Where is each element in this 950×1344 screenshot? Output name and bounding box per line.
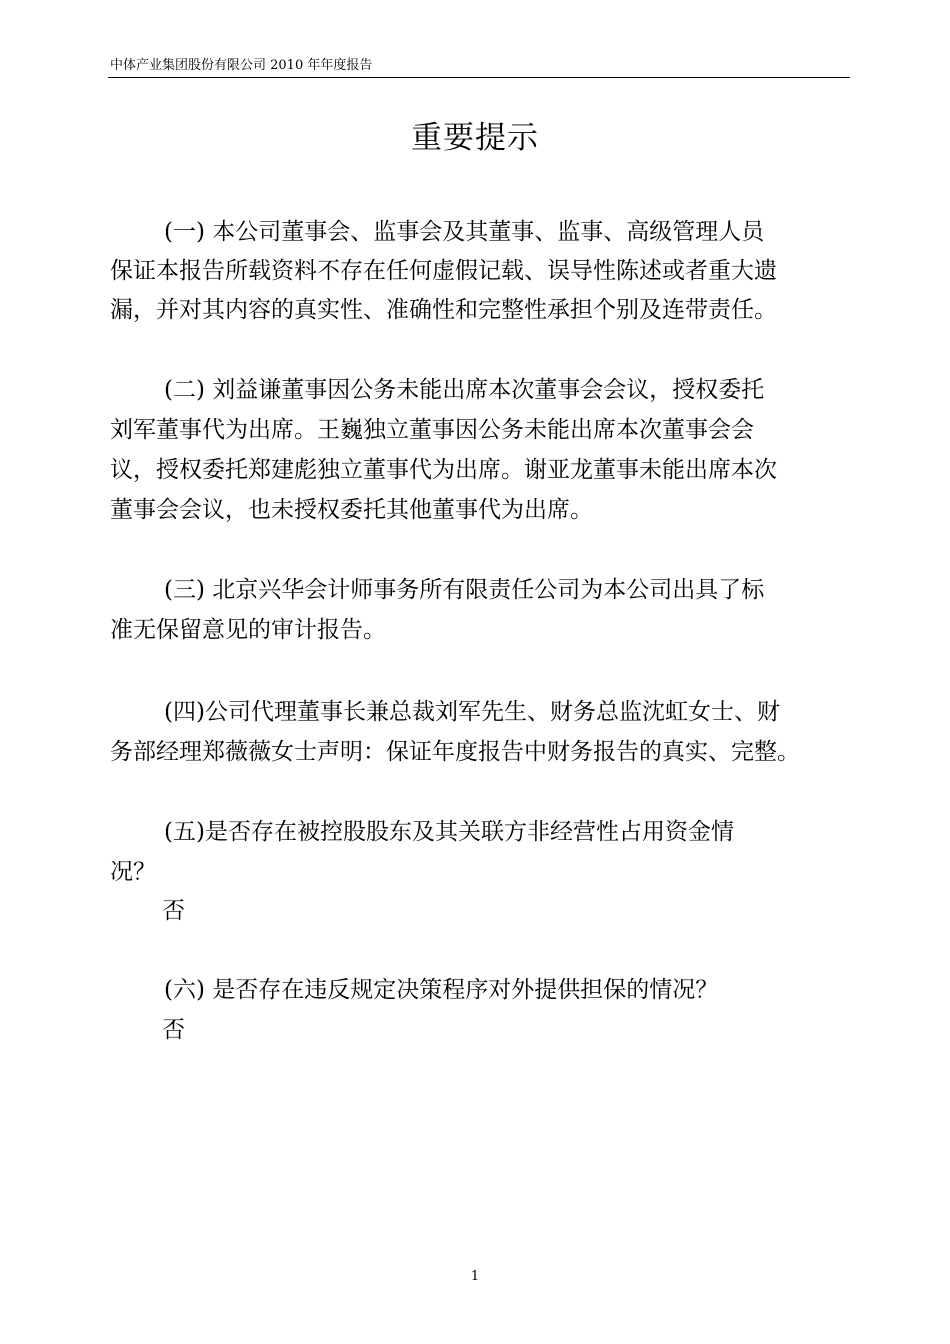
paragraph-5-line-2: 况？ [110,859,156,885]
paragraph-3-line-1: (三) 北京兴华会计师事务所有限责任公司为本公司出具了标 [164,577,765,603]
paragraph-1-line-1: (一) 本公司董事会、监事会及其董事、监事、高级管理人员 [164,219,765,245]
paragraph-5-answer: 否 [162,898,185,924]
paragraph-5-line-1: (五)是否存在被控股股东及其关联方非经营性占用资金情 [164,819,734,845]
report-header: 中体产业集团股份有限公司 2010 年年度报告 [110,58,373,73]
paragraph-1-line-2: 保证本报告所载资料不存在任何虚假记载、误导性陈述或者重大遗 [110,258,777,284]
paragraph-2-line-4: 董事会会议，也未授权委托其他董事代为出席。 [110,497,593,523]
paragraph-6-answer: 否 [162,1017,185,1043]
paragraph-2-line-2: 刘军董事代为出席。王巍独立董事因公务未能出席本次董事会会 [110,417,754,443]
paragraph-4-line-2: 务部经理郑薇薇女士声明：保证年度报告中财务报告的真实、完整。 [110,739,800,765]
page-title: 重要提示 [411,120,539,156]
paragraph-6-line-1: (六) 是否存在违反规定决策程序对外提供担保的情况？ [164,977,719,1003]
header-divider [108,77,850,78]
paragraph-3-line-2: 准无保留意见的审计报告。 [110,617,386,643]
paragraph-1-line-3: 漏，并对其内容的真实性、准确性和完整性承担个别及连带责任。 [110,297,777,323]
page-number: 1 [470,1269,480,1284]
paragraph-4-line-1: (四)公司代理董事长兼总裁刘军先生、财务总监沈虹女士、财 [164,699,780,725]
paragraph-2-line-1: (二) 刘益谦董事因公务未能出席本次董事会会议，授权委托 [164,377,765,403]
paragraph-2-line-3: 议，授权委托郑建彪独立董事代为出席。谢亚龙董事未能出席本次 [110,457,777,483]
